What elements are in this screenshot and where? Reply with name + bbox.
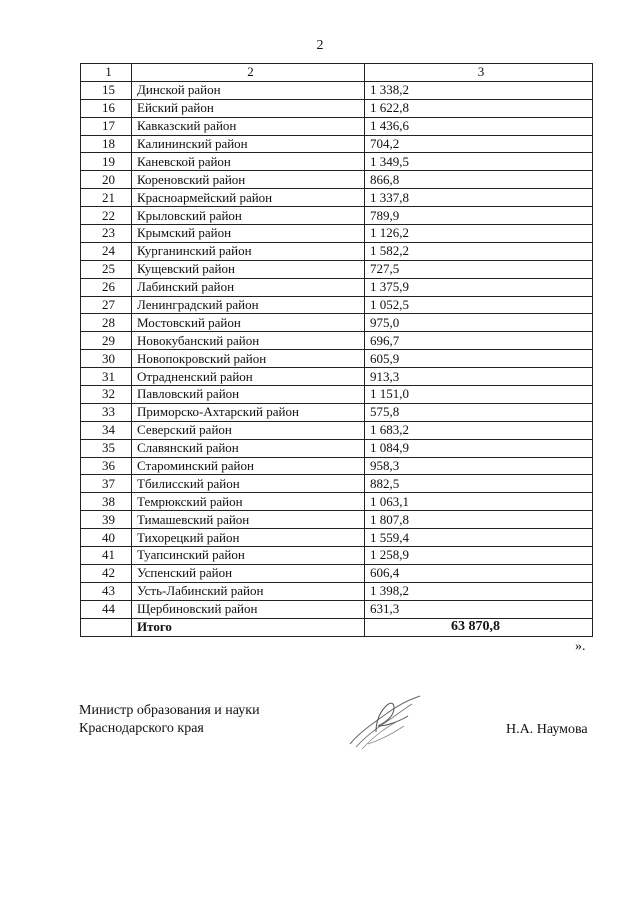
amount-cell: 605,9 — [365, 350, 593, 368]
row-number-cell: 24 — [81, 242, 132, 260]
table-row — [81, 582, 593, 600]
row-number-cell: 40 — [81, 529, 132, 547]
amount-cell: 975,0 — [365, 314, 593, 332]
table-row — [81, 529, 593, 547]
table-row — [81, 511, 593, 529]
amount-cell: 1 258,9 — [365, 547, 593, 565]
row-number-cell: 29 — [81, 332, 132, 350]
table-row — [81, 350, 593, 368]
row-number-cell: 28 — [81, 314, 132, 332]
row-number-cell: 30 — [81, 350, 132, 368]
amount-cell: 866,8 — [365, 171, 593, 189]
row-number-cell: 21 — [81, 189, 132, 207]
row-number-cell: 25 — [81, 260, 132, 278]
row-number-cell: 27 — [81, 296, 132, 314]
table-row — [81, 278, 593, 296]
total-row — [81, 618, 593, 636]
total-value: 63 870,8 — [365, 618, 593, 636]
amount-cell: 1 084,9 — [365, 439, 593, 457]
district-name-cell: Северский район — [132, 421, 365, 439]
amount-cell: 1 559,4 — [365, 529, 593, 547]
row-number-cell: 41 — [81, 547, 132, 565]
table-row — [81, 99, 593, 117]
signer-title-line-1: Министр образования и науки — [79, 703, 260, 718]
row-number-cell: 18 — [81, 135, 132, 153]
district-name-cell: Курганинский район — [132, 242, 365, 260]
row-number-cell: 43 — [81, 582, 132, 600]
row-number-cell: 42 — [81, 564, 132, 582]
row-number-cell: 44 — [81, 600, 132, 618]
district-name-cell: Кореновский район — [132, 171, 365, 189]
row-number-cell: 37 — [81, 475, 132, 493]
row-number-cell: 23 — [81, 225, 132, 243]
table-row — [81, 207, 593, 225]
amount-cell: 1 683,2 — [365, 421, 593, 439]
district-name-cell: Лабинский район — [132, 278, 365, 296]
district-name-cell: Приморско-Ахтарский район — [132, 403, 365, 421]
district-name-cell: Крыловский район — [132, 207, 365, 225]
row-number-cell: 33 — [81, 403, 132, 421]
table-row — [81, 421, 593, 439]
district-name-cell: Темрюкский район — [132, 493, 365, 511]
amount-cell: 1 807,8 — [365, 511, 593, 529]
amount-cell: 606,4 — [365, 564, 593, 582]
amount-cell: 1 436,6 — [365, 117, 593, 135]
amount-cell: 882,5 — [365, 475, 593, 493]
row-number-cell: 15 — [81, 81, 132, 99]
allocation-table — [80, 63, 593, 637]
district-name-cell: Тимашевский район — [132, 511, 365, 529]
table-row — [81, 493, 593, 511]
district-name-cell: Староминский район — [132, 457, 365, 475]
district-name-cell: Каневской район — [132, 153, 365, 171]
table-row — [81, 189, 593, 207]
total-number-cell — [81, 618, 132, 636]
signer-title — [79, 702, 260, 738]
table-row — [81, 81, 593, 99]
district-name-cell: Кущевский район — [132, 260, 365, 278]
signer-name: Н.А. Наумова — [506, 722, 588, 737]
district-name-cell: Крымский район — [132, 225, 365, 243]
table-row — [81, 296, 593, 314]
table-row — [81, 171, 593, 189]
amount-cell: 958,3 — [365, 457, 593, 475]
amount-cell: 1 338,2 — [365, 81, 593, 99]
column-header-district: 2 — [132, 64, 365, 82]
row-number-cell: 31 — [81, 368, 132, 386]
row-number-cell: 20 — [81, 171, 132, 189]
row-number-cell: 32 — [81, 386, 132, 404]
district-name-cell: Кавказский район — [132, 117, 365, 135]
amount-cell: 631,3 — [365, 600, 593, 618]
amount-cell: 1 582,2 — [365, 242, 593, 260]
row-number-cell: 35 — [81, 439, 132, 457]
signer-title-line-2: Краснодарского края — [79, 721, 204, 736]
table-header-row — [81, 64, 593, 82]
amount-cell: 1 375,9 — [365, 278, 593, 296]
amount-cell: 575,8 — [365, 403, 593, 421]
district-name-cell: Успенский район — [132, 564, 365, 582]
row-number-cell: 34 — [81, 421, 132, 439]
district-name-cell: Красноармейский район — [132, 189, 365, 207]
row-number-cell: 22 — [81, 207, 132, 225]
row-number-cell: 16 — [81, 99, 132, 117]
district-name-cell: Калининский район — [132, 135, 365, 153]
district-name-cell: Динской район — [132, 81, 365, 99]
district-name-cell: Туапсинский район — [132, 547, 365, 565]
page-number: 2 — [316, 38, 324, 53]
table-row — [81, 153, 593, 171]
amount-cell: 1 063,1 — [365, 493, 593, 511]
table-row — [81, 386, 593, 404]
table-row — [81, 403, 593, 421]
table-row — [81, 332, 593, 350]
table-row — [81, 547, 593, 565]
table-row — [81, 475, 593, 493]
row-number-cell: 26 — [81, 278, 132, 296]
district-name-cell: Усть-Лабинский район — [132, 582, 365, 600]
district-name-cell: Тбилисский район — [132, 475, 365, 493]
amount-cell: 1 349,5 — [365, 153, 593, 171]
amount-cell: 1 337,8 — [365, 189, 593, 207]
amount-cell: 1 126,2 — [365, 225, 593, 243]
handwritten-signature — [346, 692, 426, 754]
row-number-cell: 36 — [81, 457, 132, 475]
row-number-cell: 17 — [81, 117, 132, 135]
table-row — [81, 242, 593, 260]
table-row — [81, 439, 593, 457]
table-body — [81, 81, 593, 618]
row-number-cell: 39 — [81, 511, 132, 529]
table-row — [81, 457, 593, 475]
district-name-cell: Отрадненский район — [132, 368, 365, 386]
total-label: Итого — [132, 618, 365, 636]
column-header-amount: 3 — [365, 64, 593, 82]
district-name-cell: Тихорецкий район — [132, 529, 365, 547]
district-name-cell: Славянский район — [132, 439, 365, 457]
district-name-cell: Ленинградский район — [132, 296, 365, 314]
row-number-cell: 19 — [81, 153, 132, 171]
district-name-cell: Ейский район — [132, 99, 365, 117]
table-row — [81, 564, 593, 582]
amount-cell: 704,2 — [365, 135, 593, 153]
district-name-cell: Щербиновский район — [132, 600, 365, 618]
amount-cell: 1 151,0 — [365, 386, 593, 404]
table-row — [81, 600, 593, 618]
table-row — [81, 368, 593, 386]
row-number-cell: 38 — [81, 493, 132, 511]
amount-cell: 696,7 — [365, 332, 593, 350]
amount-cell: 1 398,2 — [365, 582, 593, 600]
closing-quote-mark: ». — [575, 639, 586, 654]
district-name-cell: Мостовский район — [132, 314, 365, 332]
table-row — [81, 135, 593, 153]
amount-cell: 727,5 — [365, 260, 593, 278]
amount-cell: 1 052,5 — [365, 296, 593, 314]
district-name-cell: Новопокровский район — [132, 350, 365, 368]
table-row — [81, 117, 593, 135]
table-row — [81, 260, 593, 278]
column-header-number: 1 — [81, 64, 132, 82]
amount-cell: 913,3 — [365, 368, 593, 386]
amount-cell: 789,9 — [365, 207, 593, 225]
amount-cell: 1 622,8 — [365, 99, 593, 117]
district-name-cell: Павловский район — [132, 386, 365, 404]
table-row — [81, 314, 593, 332]
table-row — [81, 225, 593, 243]
district-name-cell: Новокубанский район — [132, 332, 365, 350]
